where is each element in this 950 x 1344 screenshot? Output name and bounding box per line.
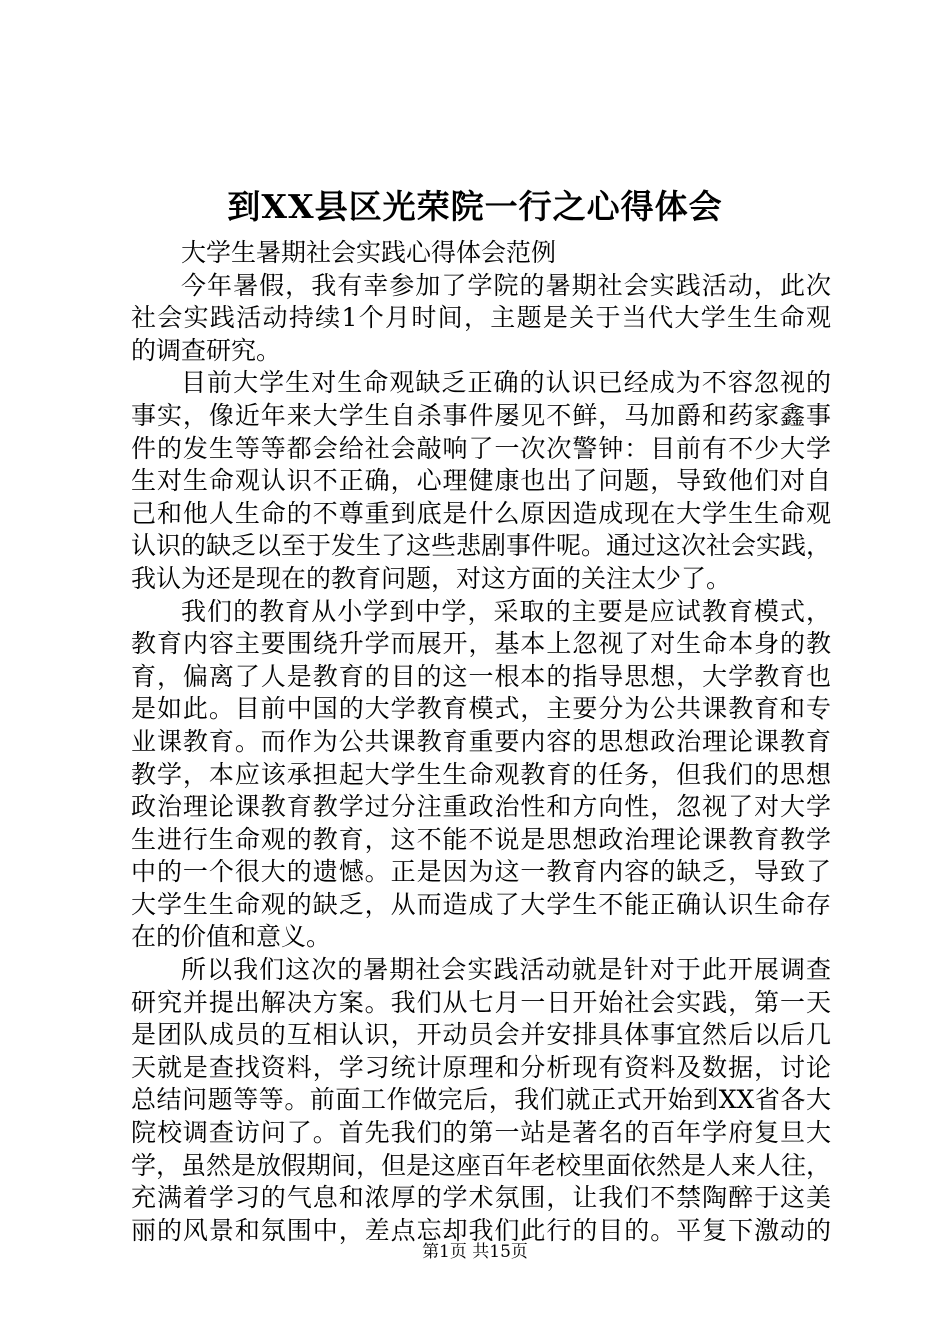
paragraph-2-line: 目前大学生对生命观缺乏正确的认识已经成为不容忽视的	[181, 368, 831, 398]
paragraph-3-line: 我们的教育从小学到中学，采取的主要是应试教育模式，	[181, 596, 831, 626]
paragraph-3-line: 教学，本应该承担起大学生生命观教育的任务，但我们的思想	[131, 759, 831, 789]
paragraph-3-line: 业课教育。而作为公共课教育重要内容的思想政治理论课教育	[131, 726, 831, 756]
paragraph-1-line: 社会实践活动持续1个月时间，主题是关于当代大学生生命观	[131, 303, 831, 333]
subtitle: 大学生暑期社会实践心得体会范例	[181, 238, 557, 267]
paragraph-4-line: 是团队成员的互相认识，开动员会并安排具体事宜然后以后几	[131, 1020, 831, 1050]
paragraph-4-line: 充满着学习的气息和浓厚的学术氛围，让我们不禁陶醉于这美	[131, 1183, 831, 1213]
paragraph-4-line: 总结问题等等。前面工作做完后，我们就正式开始到XX省各大	[131, 1085, 831, 1115]
paragraph-1-line: 的调查研究。	[131, 335, 282, 365]
paragraph-3-line: 育，偏离了人是教育的目的这一根本的指导思想，大学教育也	[131, 661, 831, 691]
paragraph-3-line: 中的一个很大的遗憾。正是因为这一教育内容的缺乏，导致了	[131, 857, 831, 887]
paragraph-4-line: 学，虽然是放假期间，但是这座百年老校里面依然是人来人往，	[131, 1150, 832, 1180]
paragraph-2-line: 生对生命观认识不正确，心理健康也出了问题，导致他们对自	[131, 466, 831, 496]
paragraph-2-line: 件的发生等等都会给社会敲响了一次次警钟：目前有不少大学	[131, 433, 831, 463]
paragraph-4-line: 天就是查找资料，学习统计原理和分析现有资料及数据，讨论	[131, 1052, 831, 1082]
paragraph-3-line: 是如此。目前中国的大学教育模式，主要分为公共课教育和专	[131, 694, 831, 724]
paragraph-2-line: 己和他人生命的不尊重到底是什么原因造成现在大学生生命观	[131, 498, 831, 528]
paragraph-3-line: 政治理论课教育教学过分注重政治性和方向性，忽视了对大学	[131, 792, 831, 822]
paragraph-4-line: 所以我们这次的暑期社会实践活动就是针对于此开展调查	[181, 955, 831, 985]
paragraph-2-line: 我认为还是现在的教育问题，对这方面的关注太少了。	[131, 563, 732, 593]
paragraph-4-line: 院校调查访问了。首先我们的第一站是著名的百年学府复旦大	[131, 1118, 831, 1148]
document-title: 到XX县区光荣院一行之心得体会	[227, 187, 723, 226]
paragraph-2-line: 事实，像近年来大学生自杀事件屡见不鲜，马加爵和药家鑫事	[131, 400, 831, 430]
paragraph-1-line: 今年暑假，我有幸参加了学院的暑期社会实践活动，此次	[181, 270, 831, 300]
page-number-footer: 第1页 共15页	[422, 1242, 528, 1262]
paragraph-3-line: 大学生生命观的缺乏，从而造成了大学生不能正确认识生命存	[131, 889, 831, 919]
paragraph-2-line: 认识的缺乏以至于发生了这些悲剧事件呢。通过这次社会实践，	[131, 531, 832, 561]
paragraph-3-line: 教育内容主要围绕升学而展开，基本上忽视了对生命本身的教	[131, 629, 831, 659]
paragraph-4-line: 丽的风景和氛围中，差点忘却我们此行的目的。平复下激动的	[131, 1215, 831, 1245]
paragraph-4-line: 研究并提出解决方案。我们从七月一日开始社会实践，第一天	[131, 987, 831, 1017]
paragraph-3-line: 在的价值和意义。	[131, 922, 332, 952]
document-body	[131, 237, 831, 1247]
paragraph-3-line: 生进行生命观的教育，这不能不说是思想政治理论课教育教学	[131, 824, 831, 854]
